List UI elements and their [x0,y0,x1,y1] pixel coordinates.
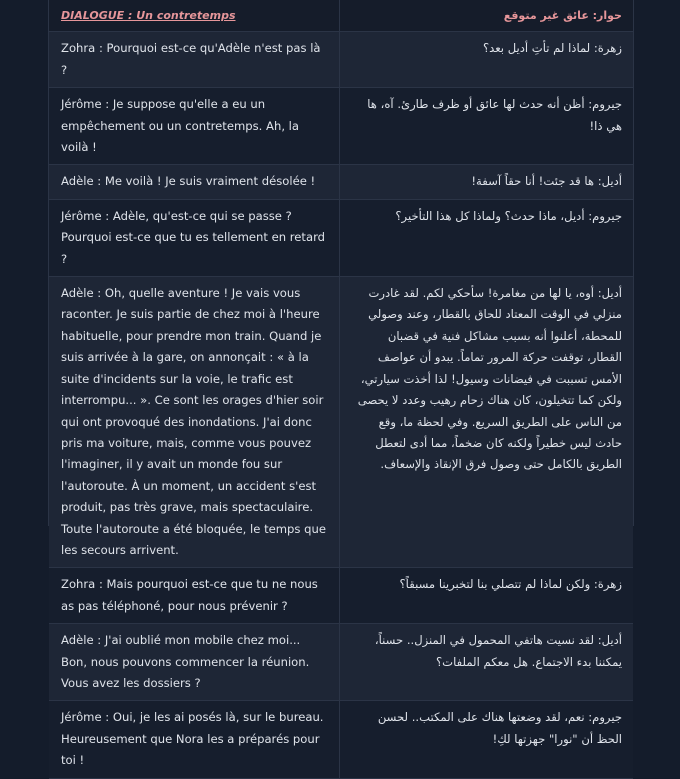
arabic-line: زهرة: لماذا لم تأتِ أديل بعد؟ [340,32,634,88]
arabic-line: زهرة: ولكن لماذا لم تتصلي بنا لتخبرينا مسبقاً؟ [340,568,634,624]
dialogue-title-arabic: حوار: عائق غير متوقع [503,9,622,22]
dialogue-title-french: DIALOGUE : Un contretemps [61,9,236,22]
table-header-row [49,0,633,32]
table-row [49,568,633,624]
dialogue-table [49,0,633,779]
french-line: Adèle : J'ai oublié mon mobile chez moi... Bon, nous pouvons commencer la réunion. Vous avez les dossiers ? [49,624,340,701]
arabic-line: جيروم: أديل، ماذا حدث؟ ولماذا كل هذا التأخير؟ [340,199,634,276]
french-line: Zohra : Pourquoi est-ce qu'Adèle n'est pas là ? [49,32,340,88]
french-line: Jérôme : Adèle, qu'est-ce qui se passe ? Pourquoi est-ce que tu es tellement en retard ? [49,199,340,276]
french-line: Adèle : Me voilà ! Je suis vraiment désolée ! [49,165,340,199]
table-row [49,165,633,199]
arabic-line: أديل: ها قد جئت! أنا حقاً آسفة! [340,165,634,199]
table-row [49,88,633,165]
arabic-line: جيروم: أظن أنه حدث لها عائق أو ظرف طارئ. آه، ها هي ذا! [340,88,634,165]
dialogue-table-frame [48,0,634,768]
french-line: Jérôme : Oui, je les ai posés là, sur le bureau. Heureusement que Nora les a préparés pour toi ! [49,701,340,778]
table-row [49,624,633,701]
table-row [49,701,633,778]
arabic-line: أديل: أوه، يا لها من مغامرة! سأحكي لكم. لقد غادرت منزلي في الوقت المعتاد للحاق بالقطار، وعند وصولي للمحطة، أعلنوا أنه بسبب مشاكل فنية في قضبان القطار، توقفت حركة المرور تماماً. يبدو أن عواصف الأمس تسببت في فيضانات وسيول! لذا أخذت سيارتي، ولكن كما تتخيلون، كان هناك زحام رهيب وعدد لا يحصى من الناس على الطريق السريع. وفي لحظة ما، وقع حادث ليس خطيراً ولكنه كان ضخماً، مما أدى لتعطل الطريق بالكامل حتى وصول فرق الإنقاذ والإسعاف. [340,277,634,568]
arabic-line: جيروم: نعم، لقد وضعتها هناك على المكتب.. لحسن الحظ أن "نورا" جهزتها لكِ! [340,701,634,778]
header-cell-arabic [340,0,634,32]
table-row [49,32,633,88]
arabic-line: أديل: لقد نسيت هاتفي المحمول في المنزل.. حسناً، يمكننا بدء الاجتماع. هل معكم الملفات؟ [340,624,634,701]
french-line: Adèle : Oh, quelle aventure ! Je vais vous raconter. Je suis partie de chez moi à l'heure habituelle, pour prendre mon train. Quand je suis arrivée à la gare, on annonçait : « à la suite d'incidents sur la voie, le trafic est interrompu... ». Ce sont les orages d'hier soir qui ont provoqué des inondations. J'ai donc pris ma voiture, mais, comme vous pouvez l'imaginer, il y avait un monde fou sur l'autoroute. À un moment, un accident s'est produit, pas très grave, mais spectaculaire. Toute l'autoroute a été bloquée, le temps que les secours arrivent. [49,277,340,568]
french-line: Zohra : Mais pourquoi est-ce que tu ne nous as pas téléphoné, pour nous prévenir ? [49,568,340,624]
table-row [49,199,633,276]
table-row [49,277,633,568]
header-cell-french [49,0,340,32]
french-line: Jérôme : Je suppose qu'elle a eu un empêchement ou un contretemps. Ah, la voilà ! [49,88,340,165]
